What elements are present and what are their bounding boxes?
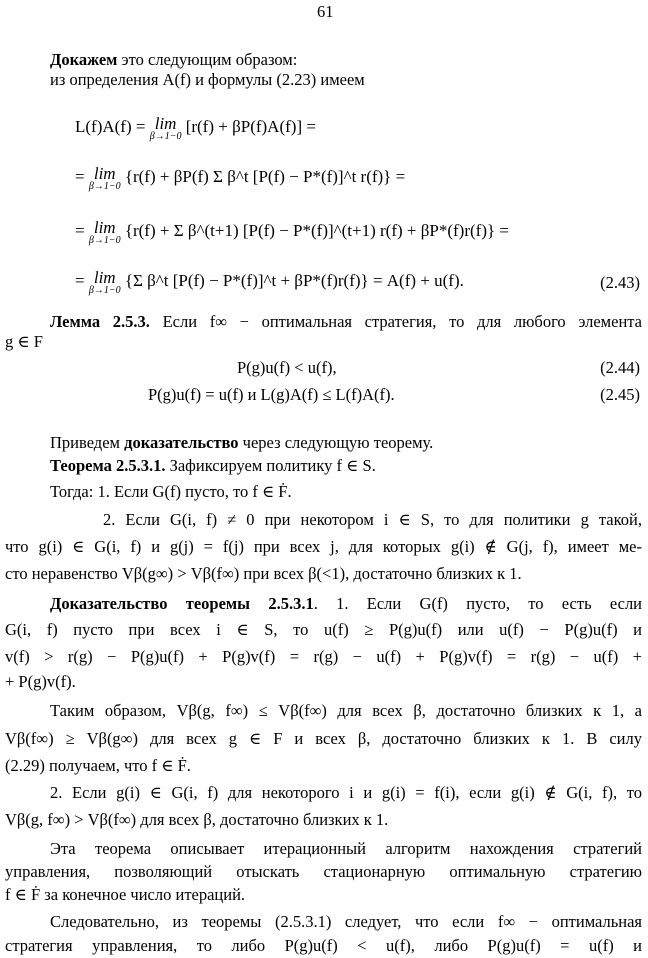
proof-line-4: + P(g)v(f). [5,672,76,691]
lim-text: lim [93,218,116,237]
proof-l1: . 1. Если G(f) пусто, то есть если [313,594,643,613]
lemma-title: Лемма 2.5.3. [50,312,150,331]
closing-p2-line-1 [5,912,642,932]
eq-2-43-line-3: = lim β→1−0 {r(f) + Σ β^(t+1) [P(f) − P*(f)]^(t+1) r(f) + βP*(f)r(f)} = [75,218,509,246]
eq-2-45: P(g)u(f) = u(f) и L(g)A(f) ≤ L(f)A(f). [148,385,395,404]
theorem-item-2-line-3: сто неравенство Vβ(g∞) > Vβ(f∞) при всех β(<1), достаточно близких к 1. [5,564,522,583]
theorem-item-2-l1: 2. Если G(i, f) ≠ 0 при некотором i ∈ S, то для политики g такой, [103,510,642,529]
proof-line-8 [5,783,642,803]
proof-line-7: (2.29) получаем, что f ∈ Ḟ. [5,756,191,775]
eq-2-43-line-4: = lim β→1−0 {Σ β^t [P(f) − P*(f)]^t + βP*(f)r(f)} = A(f) + u(f). [75,268,464,296]
lim-text: lim [93,164,116,183]
lim-text: lim [93,268,116,287]
theorem-item-2-line-1 [5,510,642,530]
lemma-text: Если f∞ − оптимальная стратегия, то для любого элемента [149,312,643,331]
eq-2-43-l2: {r(f) + βP(f) Σ β^t [P(f) − P*(f)]^t r(f)} = [124,167,406,186]
lemma-line-1 [5,312,642,332]
lim-subscript: β→1−0 [88,235,121,246]
limit-operator [89,166,121,192]
eq-2-43-l3: {r(f) + Σ β^(t+1) [P(f) − P*(f)]^(t+1) r(f) + βP*(f)r(f)} = [124,221,509,240]
page-number: 61 [317,2,334,21]
eq-2-44-number: (2.44) [600,358,640,377]
proof-line-6: Vβ(f∞) ≥ Vβ(g∞) для всех g ∈ F и всех β, достаточно близких к 1. В силу [5,729,642,748]
proof-line-3: v(f) > r(g) − P(g)u(f) + P(g)v(f) = r(g) − u(f) + P(g)v(f) = r(g) − u(f) + [5,647,642,666]
proof-intro-post: через следующую теорему. [238,433,434,452]
closing-p2-line-2: стратегия управления, то либо P(g)u(f) < u(f), либо P(g)u(f) = u(f) и [5,936,642,955]
closing-p1-line-3: f ∈ Ḟ за конечное число итераций. [5,885,246,904]
lim-text: lim [154,114,177,133]
proof-l5: Таким образом, Vβ(g, f∞) ≤ Vβ(f∞) для всех β, достаточно близких к 1, а [50,701,642,720]
eq-2-44: P(g)u(f) < u(f), [237,358,337,377]
proof-line-2: G(i, f) пусто при всех i ∈ S, то u(f) ≥ P(g)u(f) или u(f) − P(g)u(f) и [5,620,642,639]
proof-intro [50,433,433,453]
theorem-title: Теорема 2.5.3.1. [50,456,166,475]
lim-subscript: β→1−0 [149,131,182,142]
closing-p2-l1: Следовательно, из теоремы (2.5.3.1) следует, что если f∞ − оптимальная [50,912,642,931]
proof-l8: 2. Если g(i) ∈ G(i, f) для некоторого i и g(i) = f(i), если g(i) ∉ G(i, f), то [50,783,642,802]
lemma-line-2: g ∈ F [5,332,43,351]
limit-operator [89,220,121,246]
eq-2-43-line-1 [75,116,316,142]
proof-intro-bold: доказательство [124,433,239,452]
eq-2-43-l4: {Σ β^t [P(f) − P*(f)]^t + βP*(f)r(f)} = A(f) + u(f). [124,271,464,290]
theorem-item-1: Тогда: 1. Если G(f) пусто, то f ∈ Ḟ. [50,482,292,501]
theorem-line [50,456,376,476]
proof-line-9: Vβ(g, f∞) > Vβ(f∞) для всех β, достаточно близких к 1. [5,810,389,829]
theorem-item-2-line-2: что g(i) ∈ G(i, f) и g(j) = f(j) при всех j, для которых g(i) ∉ G(j, f), имеет ме- [5,537,642,556]
proof-title: Доказательство теоремы 2.5.3.1 [50,594,314,613]
limit-operator [150,116,182,142]
eq-2-45-number: (2.45) [600,385,640,404]
proof-intro-pre: Приведем [50,433,125,452]
lim-subscript: β→1−0 [88,181,121,192]
eq-2-43-l1-left: L(f)A(f) = [75,117,150,136]
eq-2-43-line-2: = lim β→1−0 {r(f) + βP(f) Σ β^t [P(f) − P*(f)]^t r(f)} = [75,164,406,192]
theorem-text: Зафиксируем политику f ∈ S. [165,456,376,475]
eq-2-43-number: (2.43) [600,273,640,292]
proof-line-1 [5,594,642,614]
proof-line-5 [5,701,642,721]
closing-p1-l1: Эта теорема описывает итерационный алгоритм нахождения стратегий [50,839,642,858]
intro-line-2: из определения A(f) и формулы (2.23) имеем [50,70,365,89]
intro-bold: Докажем [50,50,118,69]
closing-p1-line-1 [5,839,642,859]
limit-operator [89,270,121,296]
intro-line-1-rest: это следующим образом: [117,50,298,69]
lim-subscript: β→1−0 [88,285,121,296]
intro-line-1 [50,50,297,70]
eq-2-43-l1-right: [r(f) + βP(f)A(f)] = [185,117,316,136]
closing-p1-line-2: управления, позволяющий отыскать стационарную оптимальную стратегию [5,862,642,881]
